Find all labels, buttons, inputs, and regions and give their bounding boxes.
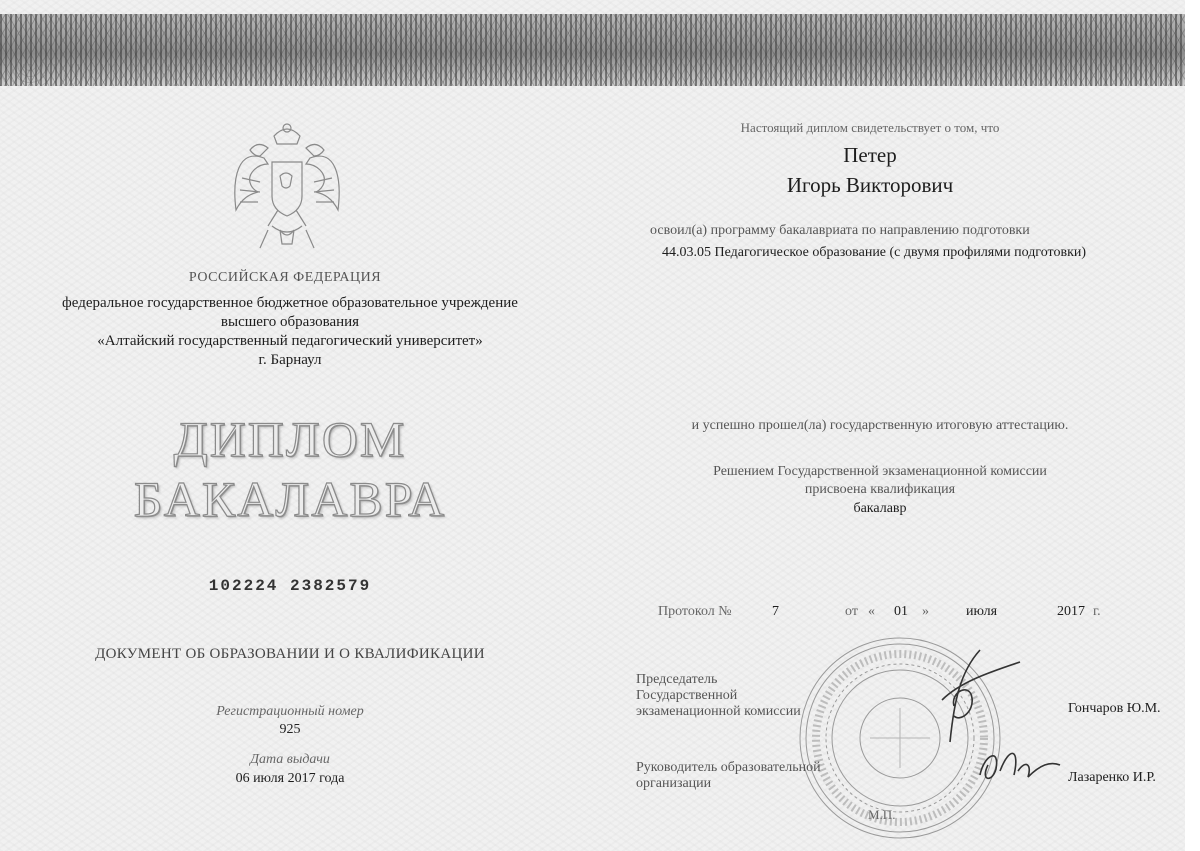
protocol-quote-open: « — [868, 604, 875, 619]
head-signature-icon — [970, 735, 1065, 795]
protocol-quote-close: » — [922, 604, 929, 619]
program-text: освоил(а) программу бакалавриата по направлению подготовки — [650, 223, 1030, 238]
head-title-line: организации — [636, 776, 712, 791]
commission-decision — [640, 463, 1120, 499]
protocol-day: 01 — [894, 604, 908, 619]
protocol-year-suffix: г. — [1093, 604, 1101, 619]
chair-title-line: Государственной — [636, 688, 738, 703]
diploma-title-line1: ДИПЛОМ — [60, 410, 520, 468]
issue-date-label: Дата выдачи — [250, 752, 330, 767]
institution-block — [40, 294, 540, 370]
registration-number: 925 — [279, 722, 301, 737]
organization-head-name: Лазаренко И.Р. — [1068, 770, 1156, 785]
study-direction: 44.03.05 Педагогическое образование (с двумя профилями подготовки) — [662, 245, 1087, 260]
decision-line: присвоена квалификация — [804, 482, 956, 497]
commission-chair-title — [636, 672, 866, 720]
guilloche-border — [0, 14, 1185, 86]
registration-label: Регистрационный номер — [216, 704, 364, 719]
institution-line: «Алтайский государственный педагогический университет» — [97, 333, 483, 349]
chair-title-line: экзаменационной комиссии — [636, 704, 801, 719]
protocol-from-label: от — [845, 604, 858, 619]
diploma-number: 102224 2382579 — [208, 577, 372, 595]
attestation-text: и успешно прошел(ла) государственную итоговую аттестацию. — [691, 418, 1069, 433]
institution-city: г. Барнаул — [258, 352, 322, 368]
stamp-place-label: М.П. — [868, 807, 896, 822]
country-name: РОССИЙСКАЯ ФЕДЕРАЦИЯ — [188, 270, 382, 285]
chair-title-line: Председатель — [636, 672, 718, 687]
coat-of-arms-icon — [228, 118, 346, 258]
institution-line: высшего образования — [220, 314, 360, 330]
certify-text: Настоящий диплом свидетельствует о том, что — [740, 120, 1000, 135]
organization-head-title — [636, 760, 866, 792]
institution-line: федеральное государственное бюджетное образовательное учреждение — [62, 295, 518, 311]
page-edge — [1185, 0, 1200, 851]
protocol-number: 7 — [772, 604, 779, 619]
graduate-name: Игорь Викторович — [786, 173, 954, 197]
graduate-surname: Петер — [843, 143, 897, 167]
protocol-month: июля — [966, 604, 998, 619]
decision-line: Решением Государственной экзаменационной комиссии — [713, 464, 1047, 479]
qualification: бакалавр — [853, 501, 907, 516]
protocol-year: 2017 — [1057, 604, 1085, 619]
head-title-line: Руководитель образовательной — [636, 760, 821, 775]
diploma-title-line2: БАКАЛАВРА — [60, 470, 520, 528]
issue-date: 06 июля 2017 года — [235, 771, 345, 786]
document-type: ДОКУМЕНТ ОБ ОБРАЗОВАНИИ И О КВАЛИФИКАЦИИ — [95, 646, 485, 662]
commission-chair-name: Гончаров Ю.М. — [1068, 701, 1161, 716]
protocol-label: Протокол № — [658, 604, 732, 619]
